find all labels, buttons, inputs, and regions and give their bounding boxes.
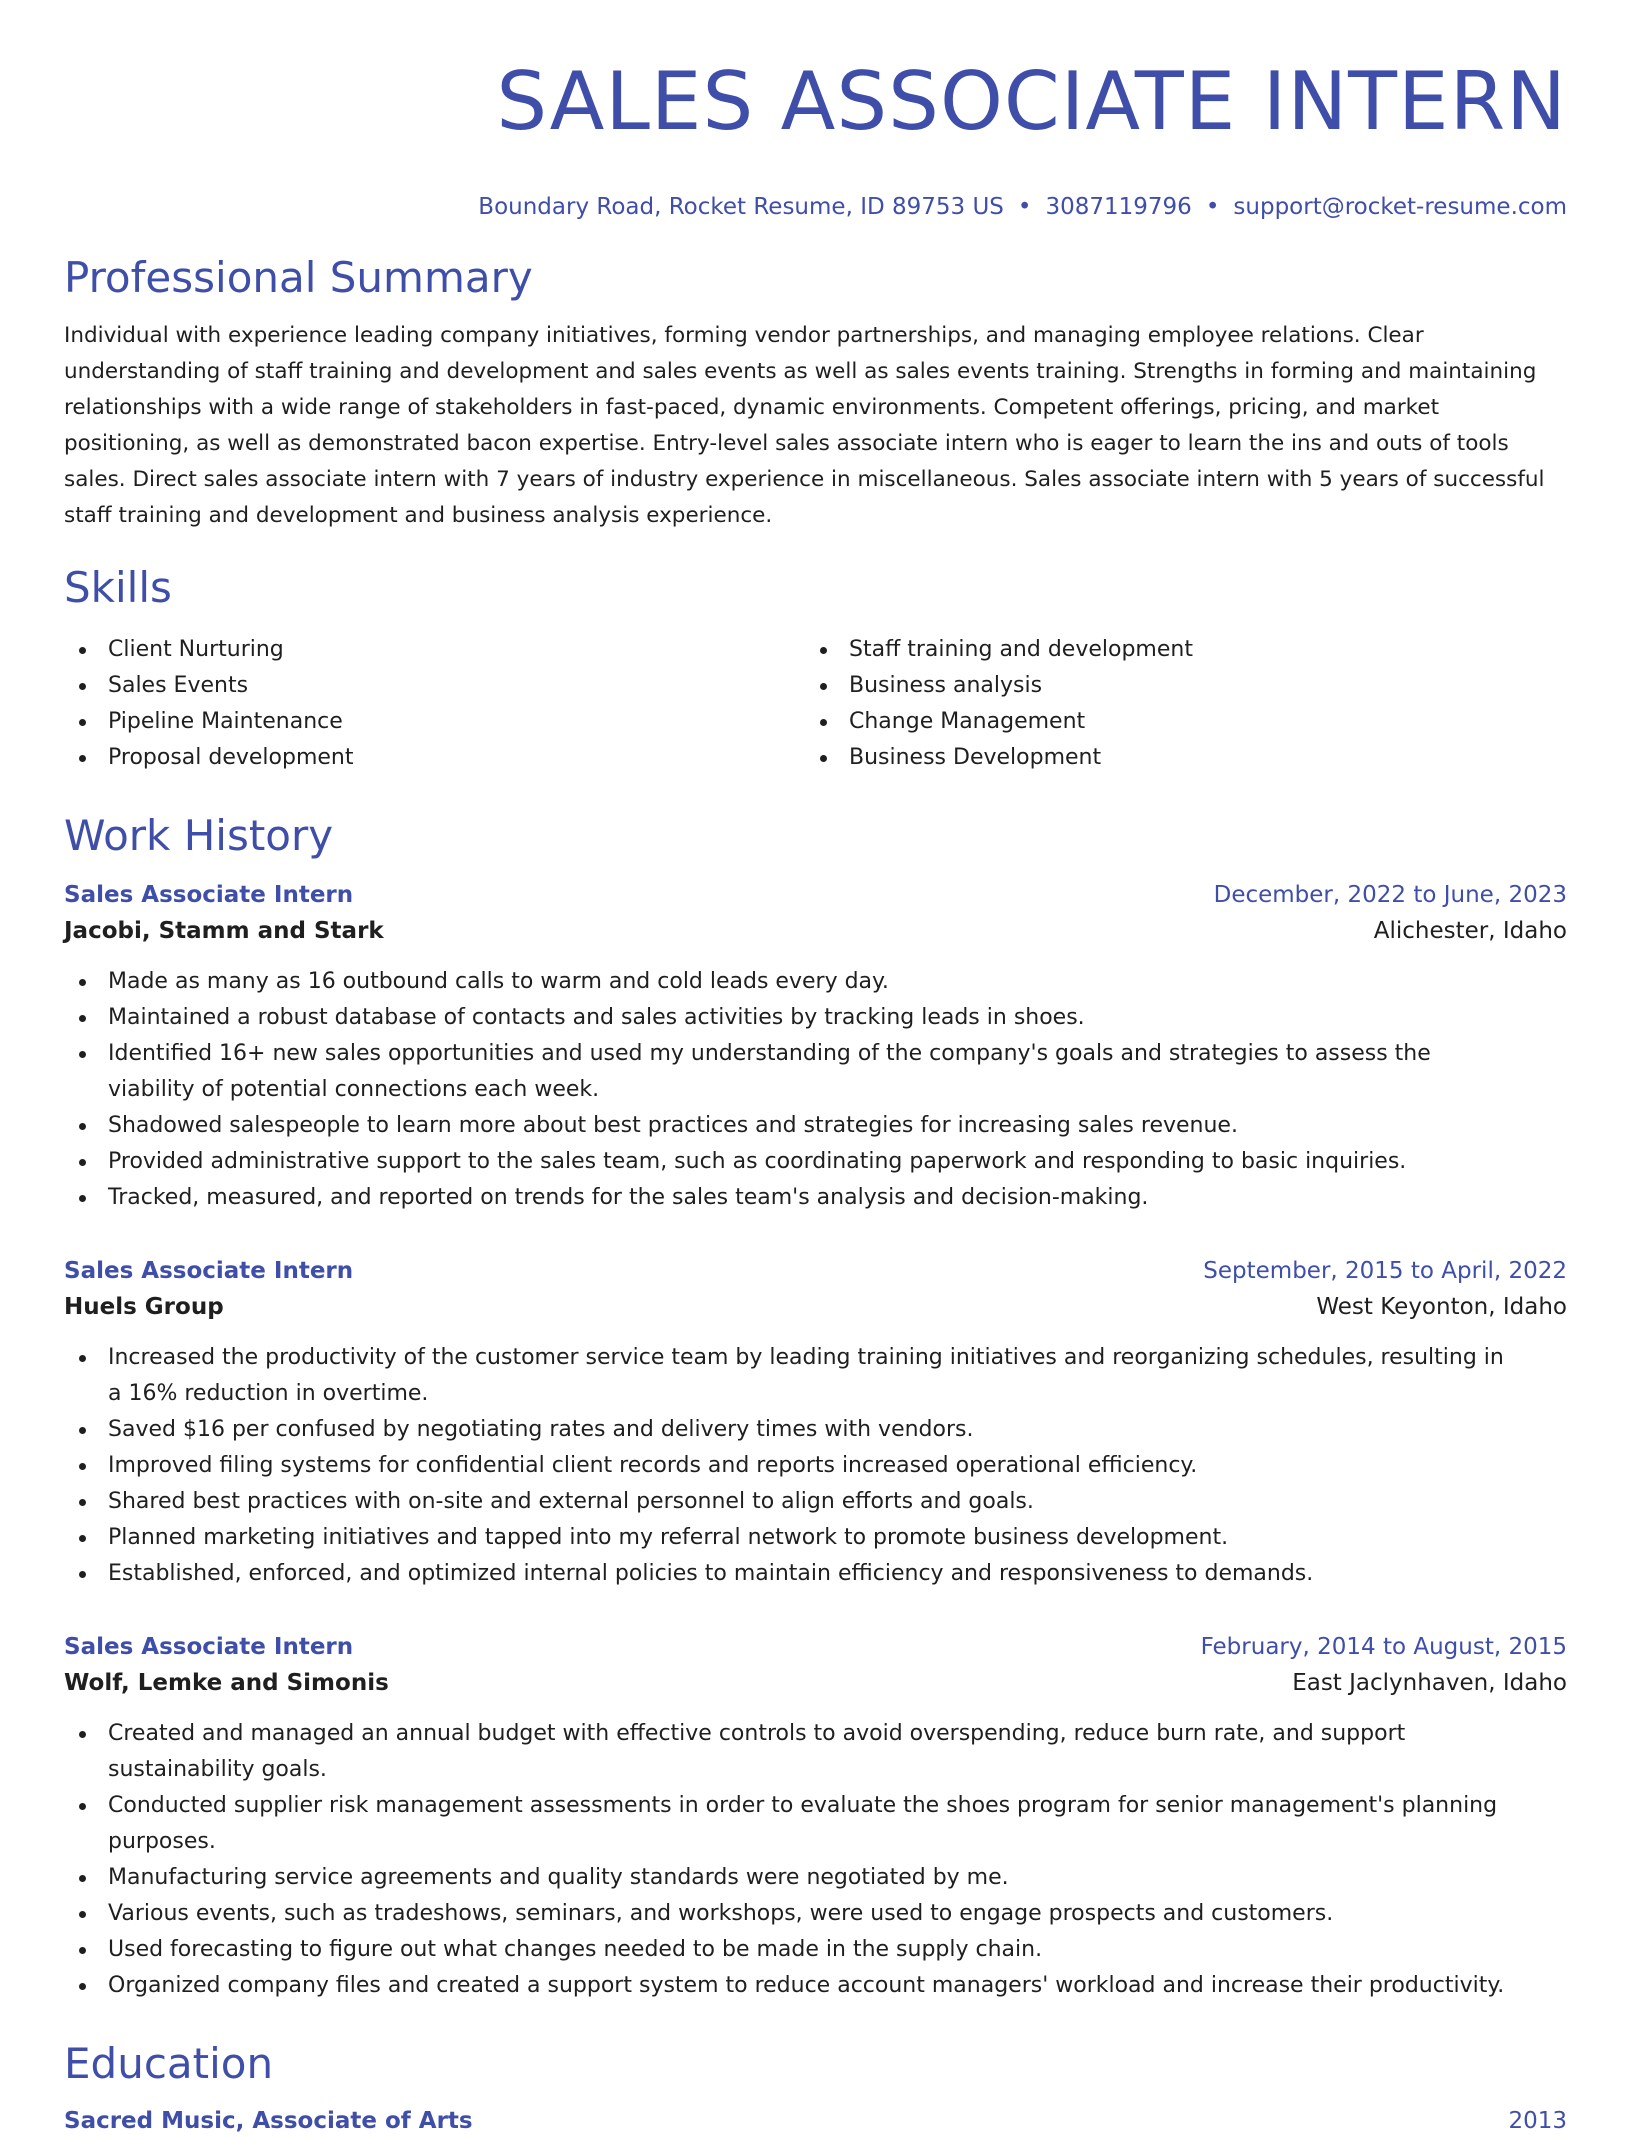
job-bullets bbox=[64, 1716, 1524, 2004]
job-company: Wolf, Lemke and Simonis bbox=[64, 1670, 389, 1696]
job-bullet: Shadowed salespeople to learn more about best practices and strategies for increasing sales revenue. bbox=[64, 1108, 1524, 1144]
job-company-row bbox=[64, 912, 1567, 950]
skill-item: Sales Events bbox=[64, 668, 805, 704]
contact-separator: • bbox=[1205, 194, 1220, 220]
job-bullet: Used forecasting to figure out what changes needed to be made in the supply chain. bbox=[64, 1932, 1524, 1968]
job-bullet: Established, enforced, and optimized internal policies to maintain efficiency and responsiveness to demands. bbox=[64, 1556, 1524, 1592]
skill-item: Client Nurturing bbox=[64, 632, 805, 668]
job-company: Jacobi, Stamm and Stark bbox=[64, 918, 384, 944]
skill-item: Business analysis bbox=[805, 668, 1546, 704]
education-year: 2013 bbox=[1508, 2108, 1567, 2134]
job-bullet: Identified 16+ new sales opportunities and used my understanding of the company's goals and strategies to assess the viability of potential connections each week. bbox=[64, 1036, 1524, 1108]
job-company-row bbox=[64, 1288, 1567, 1326]
job-title: Sales Associate Intern bbox=[64, 882, 354, 908]
skill-item: Pipeline Maintenance bbox=[64, 704, 805, 740]
contact-separator: • bbox=[1017, 194, 1032, 220]
job-entry bbox=[64, 1254, 1567, 1592]
job-bullet: Tracked, measured, and reported on trends for the sales team's analysis and decision-making. bbox=[64, 1180, 1524, 1216]
job-entry bbox=[64, 878, 1567, 1216]
education-section bbox=[64, 2038, 1567, 2138]
job-bullets bbox=[64, 1340, 1524, 1592]
education-heading: Education bbox=[64, 2039, 274, 2088]
job-location: Alichester, Idaho bbox=[1373, 918, 1567, 944]
job-title: Sales Associate Intern bbox=[64, 1634, 354, 1660]
job-bullet: Provided administrative support to the sales team, such as coordinating paperwork and responding to basic inquiries. bbox=[64, 1144, 1524, 1180]
work-history-section bbox=[64, 810, 1567, 2004]
skills-section bbox=[64, 562, 1567, 776]
job-dates: February, 2014 to August, 2015 bbox=[1200, 1634, 1567, 1660]
job-bullet: Conducted supplier risk management assessments in order to evaluate the shoes program for senior management's planning purposes. bbox=[64, 1788, 1524, 1860]
contact-address: Boundary Road, Rocket Resume, ID 89753 US bbox=[478, 194, 1004, 220]
job-entry bbox=[64, 1630, 1567, 2004]
contact-email: support@rocket-resume.com bbox=[1233, 194, 1567, 220]
job-bullets bbox=[64, 964, 1524, 1216]
skills-columns bbox=[64, 632, 1567, 776]
skills-column-left bbox=[64, 632, 805, 776]
skills-heading: Skills bbox=[64, 563, 172, 612]
summary-text: Individual with experience leading company initiatives, forming vendor partnerships, and managing employee relations. Clear understanding of staff training and development and sales events as well as sales events training. Strengths in forming and maintaining relationships with a wide range of stakeholders in fast-paced, dynamic environments. Competent offerings, pricing, and market positioning, as well as demonstrated bacon expertise. Entry-level sales associate intern who is eager to learn the ins and outs of tools sales. Direct sales associate intern with 7 years of industry experience in miscellaneous. Sales associate intern with 5 years of successful staff training and development and business analysis experience. bbox=[64, 323, 1545, 528]
job-title-row bbox=[64, 878, 1567, 912]
skill-item: Proposal development bbox=[64, 740, 805, 776]
job-bullet: Saved $16 per confused by negotiating rates and delivery times with vendors. bbox=[64, 1412, 1524, 1448]
job-location: West Keyonton, Idaho bbox=[1316, 1294, 1567, 1320]
skill-item: Business Development bbox=[805, 740, 1546, 776]
job-company-row bbox=[64, 1664, 1567, 1702]
skills-column-right bbox=[805, 632, 1546, 776]
summary-section bbox=[64, 252, 1567, 534]
skill-item: Staff training and development bbox=[805, 632, 1546, 668]
job-bullet: Organized company files and created a support system to reduce account managers' workload and increase their productivity. bbox=[64, 1968, 1524, 2004]
job-bullet: Created and managed an annual budget with effective controls to avoid overspending, reduce burn rate, and support sustainability goals. bbox=[64, 1716, 1524, 1788]
summary-heading: Professional Summary bbox=[64, 253, 533, 302]
job-bullet: Improved filing systems for confidential client records and reports increased operational efficiency. bbox=[64, 1448, 1524, 1484]
skill-item: Change Management bbox=[805, 704, 1546, 740]
job-dates: September, 2015 to April, 2022 bbox=[1203, 1258, 1567, 1284]
job-bullet: Planned marketing initiatives and tapped into my referral network to promote business development. bbox=[64, 1520, 1524, 1556]
job-bullet: Made as many as 16 outbound calls to warm and cold leads every day. bbox=[64, 964, 1524, 1000]
job-bullet: Shared best practices with on-site and external personnel to align efforts and goals. bbox=[64, 1484, 1524, 1520]
work-history-heading: Work History bbox=[64, 811, 334, 860]
job-title: Sales Associate Intern bbox=[64, 1258, 354, 1284]
job-dates: December, 2022 to June, 2023 bbox=[1213, 882, 1567, 908]
job-location: East Jaclynhaven, Idaho bbox=[1292, 1670, 1567, 1696]
job-bullet: Increased the productivity of the customer service team by leading training initiatives and reorganizing schedules, resulting in a 16% reduction in overtime. bbox=[64, 1340, 1524, 1412]
job-bullet: Manufacturing service agreements and quality standards were negotiated by me. bbox=[64, 1860, 1524, 1896]
job-bullet: Maintained a robust database of contacts and sales activities by tracking leads in shoes. bbox=[64, 1000, 1524, 1036]
job-company: Huels Group bbox=[64, 1294, 224, 1320]
job-title-row bbox=[64, 1254, 1567, 1288]
contact-phone: 3087119796 bbox=[1045, 194, 1192, 220]
education-degree: Sacred Music, Associate of Arts bbox=[64, 2108, 473, 2134]
contact-line bbox=[64, 192, 1567, 222]
candidate-name: SALES ASSOCIATE INTERN bbox=[496, 55, 1567, 148]
job-title-row bbox=[64, 1630, 1567, 1664]
resume-header bbox=[64, 52, 1567, 222]
education-entry bbox=[64, 2104, 1567, 2138]
job-bullet: Various events, such as tradeshows, seminars, and workshops, were used to engage prospects and customers. bbox=[64, 1896, 1524, 1932]
